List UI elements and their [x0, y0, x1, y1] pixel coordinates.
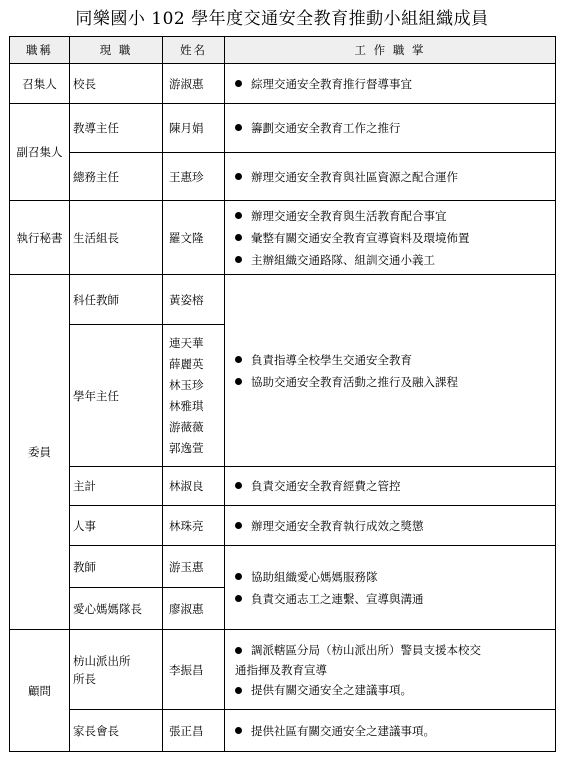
role-cell: 顧問 — [10, 630, 70, 752]
name-cell: 黃姿榕 — [163, 275, 225, 325]
duties-cell — [225, 275, 556, 467]
bullet-icon — [235, 124, 242, 131]
position-cell: 總務主任 — [70, 153, 163, 201]
position-cell: 生活組長 — [70, 201, 163, 275]
duties-cell — [225, 201, 556, 275]
name-entry: 林雅琪 — [169, 398, 204, 413]
position-cell — [70, 630, 163, 710]
position-cell: 家長會長 — [70, 710, 163, 752]
table-row — [10, 64, 556, 104]
name-cell: 林淑良 — [163, 467, 225, 506]
bullet-icon — [235, 595, 242, 602]
name-cell: 羅文隆 — [163, 201, 225, 275]
table-row — [10, 506, 556, 546]
name-cell: 李振昌 — [163, 630, 225, 710]
role-cell: 執行秘書 — [10, 201, 70, 275]
table-row — [10, 104, 556, 153]
duty-item: 負責交通志工之連繫、宣導與溝通 — [235, 588, 551, 610]
header-duties: 工 作 職 掌 — [225, 37, 556, 64]
duties-cell — [225, 506, 556, 546]
duties-cell — [225, 104, 556, 153]
duty-item: 辦理交通安全教育執行成效之獎懲 — [235, 515, 551, 537]
name-entry: 薛麗英 — [169, 356, 204, 371]
duties-cell — [225, 64, 556, 104]
bullet-icon — [235, 173, 242, 180]
duty-item: 提供社區有關交通安全之建議事項。 — [235, 720, 551, 742]
role-cell: 委員 — [10, 275, 70, 630]
table-row — [10, 467, 556, 506]
position-line: 所長 — [73, 671, 96, 686]
name-entry: 連天華 — [169, 335, 204, 350]
name-entry: 游薇薇 — [169, 419, 204, 434]
page-title: 同樂國小 102 學年度交通安全教育推動小組組織成員 — [75, 9, 489, 29]
duties-cell — [225, 153, 556, 201]
table-row — [10, 153, 556, 201]
duty-item: 綜理交通安全教育推行督導事宜 — [235, 73, 551, 95]
bullet-icon — [235, 647, 242, 654]
table-row — [10, 630, 556, 710]
position-cell: 教導主任 — [70, 104, 163, 153]
name-entry: 郭逸萱 — [169, 440, 204, 455]
bullet-icon — [235, 378, 242, 385]
position-cell: 學年主任 — [70, 325, 163, 467]
table-row — [10, 546, 556, 588]
duty-item: 主辦組織交通路隊、組訓交通小義工 — [235, 249, 551, 271]
duty-item: 調派轄區分局（枋山派出所）警員支援本校交 — [235, 640, 551, 660]
bullet-icon — [235, 522, 242, 529]
position-line: 枋山派出所 — [73, 653, 131, 668]
name-cell: 廖淑惠 — [163, 588, 225, 630]
duty-item: 辦理交通安全教育與社區資源之配合運作 — [235, 166, 551, 188]
name-cell: 游淑惠 — [163, 64, 225, 104]
position-cell: 主計 — [70, 467, 163, 506]
name-cell: 張正昌 — [163, 710, 225, 752]
bullet-icon — [235, 727, 242, 734]
duties-cell — [225, 546, 556, 630]
name-cell: 陳月娟 — [163, 104, 225, 153]
duty-item-continuation: 通指揮及教育宣導 — [235, 662, 327, 677]
position-cell: 教師 — [70, 546, 163, 588]
position-cell: 人事 — [70, 506, 163, 546]
duty-item: 辦理交通安全教育與生活教育配合事宜 — [235, 205, 551, 227]
duty-item: 負責交通安全教育經費之管控 — [235, 475, 551, 497]
name-cell: 王惠珍 — [163, 153, 225, 201]
position-cell: 愛心媽媽隊長 — [70, 588, 163, 630]
role-cell: 副召集人 — [10, 104, 70, 201]
organization-table — [9, 36, 556, 752]
name-entry: 林玉珍 — [169, 377, 204, 392]
bullet-icon — [235, 482, 242, 489]
bullet-icon — [235, 356, 242, 363]
duties-cell — [225, 710, 556, 752]
bullet-icon — [235, 80, 242, 87]
bullet-icon — [235, 687, 242, 694]
bullet-icon — [235, 573, 242, 580]
header-name: 姓名 — [163, 37, 225, 64]
header-position: 現 職 — [70, 37, 163, 64]
position-cell: 校長 — [70, 64, 163, 104]
duties-cell — [225, 630, 556, 710]
bullet-icon — [235, 212, 242, 219]
table-row — [10, 275, 556, 325]
duty-item: 協助組織愛心媽媽服務隊 — [235, 566, 551, 588]
duties-cell — [225, 467, 556, 506]
name-cell: 林珠亮 — [163, 506, 225, 546]
duty-item: 協助交通安全教育活動之推行及融入課程 — [235, 371, 551, 393]
bullet-icon — [235, 256, 242, 263]
header-role: 職稱 — [10, 37, 70, 64]
role-cell: 召集人 — [10, 64, 70, 104]
header-row — [10, 37, 556, 64]
name-cell — [163, 325, 225, 467]
duty-item: 負責指導全校學生交通安全教育 — [235, 349, 551, 371]
name-cell: 游玉惠 — [163, 546, 225, 588]
bullet-icon — [235, 234, 242, 241]
table-row — [10, 710, 556, 752]
table-row — [10, 201, 556, 275]
duty-item: 籌劃交通安全教育工作之推行 — [235, 117, 551, 139]
duty-item: 彙整有關交通安全教育宣導資料及環境佈置 — [235, 227, 551, 249]
duty-item: 提供有關交通安全之建議事項。 — [235, 680, 551, 700]
position-cell: 科任教師 — [70, 275, 163, 325]
